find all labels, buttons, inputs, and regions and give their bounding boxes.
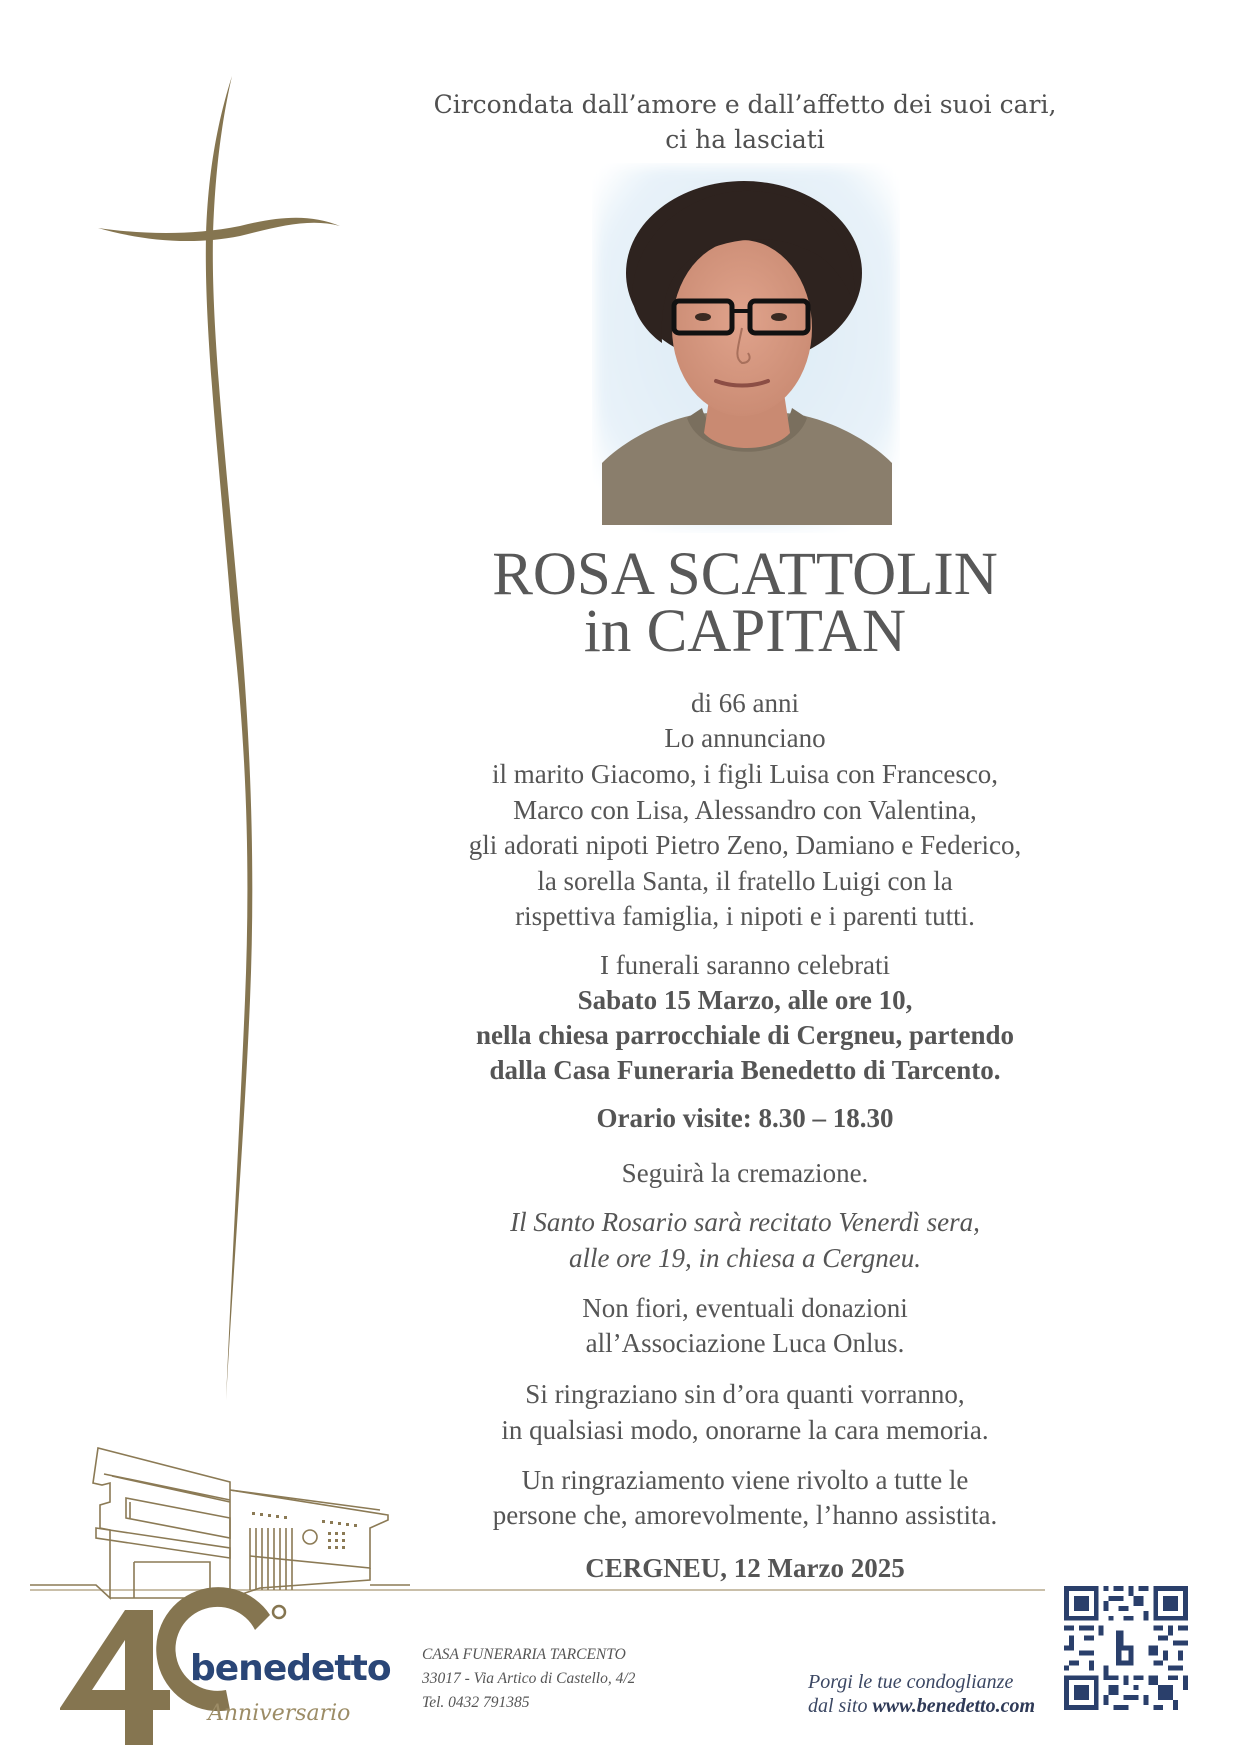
- building-outline-icon: [30, 1448, 410, 1598]
- cremation-note: Seguirà la cremazione.: [621, 1158, 869, 1188]
- rosary-line: Il Santo Rosario sarà recitato Venerdì sera,: [510, 1207, 980, 1237]
- announcement-intro: Lo annunciano: [664, 723, 826, 753]
- rosary-line: alle ore 19, in chiesa a Cergneu.: [569, 1243, 921, 1273]
- condolences-line: Porgi le tue condoglianze: [808, 1671, 1014, 1693]
- svg-text:Anniversario: Anniversario: [208, 1701, 351, 1726]
- family-line: rispettiva famiglia, i nipoti e i parenti tutti.: [515, 901, 975, 931]
- condolences-site-line: [808, 1695, 1035, 1718]
- header-line-1: Circondata dall’amore e dall’affetto dei suoi cari,: [433, 90, 1057, 119]
- deceased-name: ROSA SCATTOLIN: [492, 541, 998, 608]
- funeral-detail: dalla Casa Funeraria Benedetto di Tarcento.: [489, 1055, 1001, 1085]
- family-line: la sorella Santa, il fratello Luigi con la: [537, 866, 953, 896]
- acknowledgement-line: Un ringraziamento viene rivolto a tutte le: [521, 1465, 969, 1495]
- funeral-detail: Sabato 15 Marzo, alle ore 10,: [577, 985, 913, 1015]
- svg-text:benedetto: benedetto: [190, 1648, 391, 1689]
- cross-icon: [0, 0, 400, 1420]
- portrait-photo: [592, 163, 900, 533]
- donations-line: Non fiori, eventuali donazioni: [582, 1293, 908, 1323]
- thanks-line: in qualsiasi modo, onorarne la cara memoria.: [501, 1415, 989, 1445]
- acknowledgement-line: persone che, amorevolmente, l’hanno assistita.: [492, 1500, 998, 1530]
- benedetto-40-anniversary-logo: [30, 1440, 410, 1754]
- place-date: CERGNEU, 12 Marzo 2025: [585, 1553, 905, 1583]
- deceased-married-name: in CAPITAN: [583, 598, 907, 665]
- thanks-line: Si ringraziano sin d’ora quanti vorranno,: [525, 1379, 965, 1409]
- funeral-home-phone: Tel. 0432 791385: [422, 1694, 530, 1711]
- qr-code[interactable]: [1064, 1586, 1188, 1710]
- visiting-hours: Orario visite: 8.30 – 18.30: [596, 1103, 894, 1133]
- family-line: il marito Giacomo, i figli Luisa con Francesco,: [491, 759, 999, 789]
- age-text: di 66 anni: [691, 688, 799, 718]
- family-line: gli adorati nipoti Pietro Zeno, Damiano e Federico,: [468, 830, 1022, 860]
- funeral-detail: nella chiesa parrocchiale di Cergneu, partendo: [476, 1020, 1014, 1050]
- condolences-prefix: dal sito: [808, 1695, 873, 1717]
- website-link[interactable]: www.benedetto.com: [872, 1695, 1036, 1717]
- funeral-home-address: 33017 - Via Artico di Castello, 4/2: [422, 1670, 636, 1687]
- funeral-home-name: CASA FUNERARIA TARCENTO: [422, 1646, 626, 1663]
- family-line: Marco con Lisa, Alessandro con Valentina,: [513, 795, 977, 825]
- donations-line: all’Associazione Luca Onlus.: [585, 1328, 905, 1358]
- funeral-intro: I funerali saranno celebrati: [599, 950, 891, 980]
- header-line-2: ci ha lasciati: [665, 125, 825, 154]
